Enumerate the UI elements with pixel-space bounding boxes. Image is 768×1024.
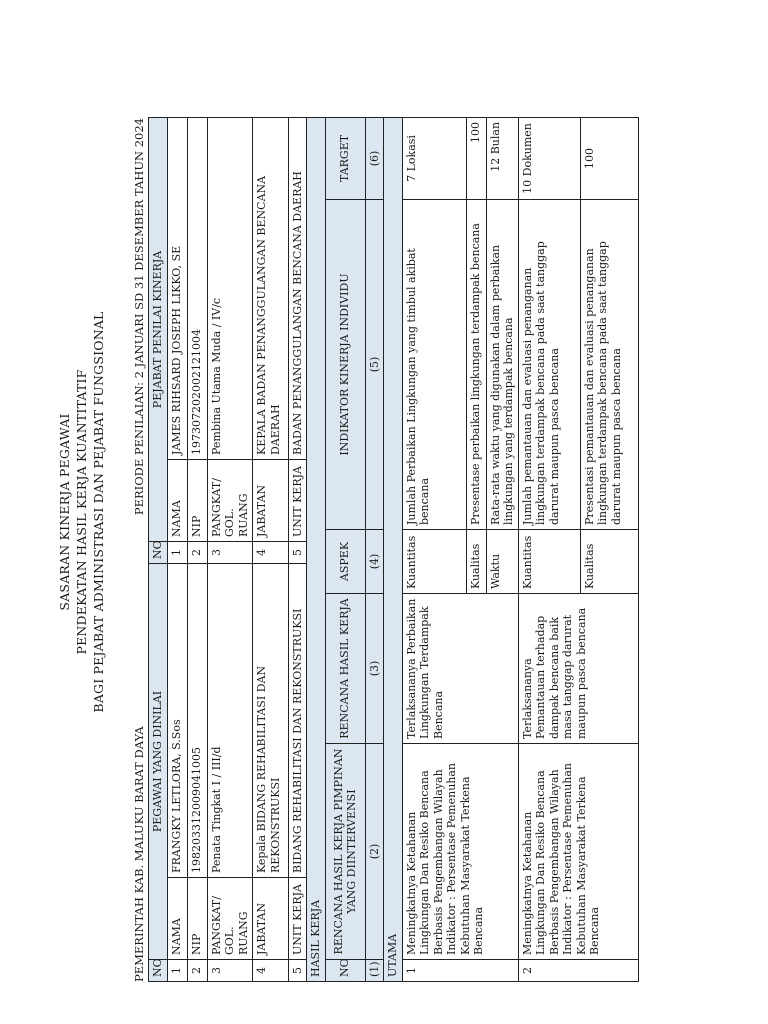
indikator-cell: Jumlah pemantauan dan evaluasi penanganan lingkungan terdampak bencana pada saat tanggap darurat maupun pasca bencana [518, 200, 580, 530]
field-value: JAMES RIHSARD JOSEPH LIKKO, SE [167, 117, 187, 459]
header-target: TARGET [325, 117, 365, 199]
work-results-table [306, 117, 639, 982]
header-no: NO [325, 960, 365, 982]
info-row [167, 117, 187, 981]
aspek-cell: Kualitas [466, 530, 486, 594]
field-label: JABATAN [253, 878, 289, 960]
rhk-pimpinan-cell: Meningkatnya Ketahanan Lingkungan Dan Resiko Bencana Berbasis Pengembangan Wilayah Indikator : Persentase Pemenuhan Kebutuhan Masyarakat Terkena Bencana [518, 744, 638, 960]
header-pejabat-penilai: PEJABAT PENILAI KINERJA [149, 117, 168, 541]
column-number: (4) [365, 530, 384, 594]
target-cell: 12 Bulan [486, 117, 518, 199]
row-number: 3 [207, 542, 253, 564]
field-label: NIP [187, 878, 207, 960]
title-line: SASARAN KINERJA PEGAWAI [57, 413, 72, 611]
field-label: NAMA [167, 878, 187, 960]
target-cell: 10 Dokumen [518, 117, 580, 199]
section-label-hasil-kerja: HASIL KERJA [307, 117, 326, 981]
title-line: PENDEKATAN HASIL KERJA KUANTITATIF [74, 369, 89, 655]
column-number: (5) [365, 200, 384, 530]
field-label: PANGKAT/ GOL. RUANG [207, 460, 253, 542]
target-cell: 100 [580, 117, 638, 199]
field-label: PANGKAT/ GOL. RUANG [207, 878, 253, 960]
rhk-cell: Terlaksananya Perbaikan Lingkungan Terdampak Bencana [402, 594, 518, 744]
column-number: (1) [365, 960, 384, 982]
row-number: 1 [167, 542, 187, 564]
aspek-cell: Kualitas [580, 530, 638, 594]
info-row [207, 117, 253, 981]
field-value: FRANGKY LETLORA, S.Sos [167, 564, 187, 878]
field-value: KEPALA BADAN PENANGGULANGAN BENCANA DAERAH [253, 117, 289, 459]
indikator-cell: Presentase perbaikan lingkungan terdampak bencana [466, 200, 486, 530]
row-number: 5 [289, 960, 309, 982]
header-no: NO [149, 960, 168, 982]
document-title [56, 0, 107, 1024]
indikator-cell: Jumlah Perbaikan Lingkungan yang timbul akibat bencana [402, 200, 466, 530]
row-number: 4 [253, 542, 289, 564]
row-number: 5 [289, 542, 309, 564]
info-row [187, 117, 207, 981]
column-number: (6) [365, 117, 384, 199]
row-number: 1 [167, 960, 187, 982]
rhk-cell: Terlaksananya Pemantauan terhadap dampak bencana baik masa tanggap darurat maupun pasca bencana [518, 594, 638, 744]
periode-label: PERIODE PENILAIAN: 2 JANUARI SD 31 DESEMBER TAHUN 2024 [132, 118, 146, 516]
field-label: JABATAN [253, 460, 289, 542]
info-table-header [149, 117, 168, 981]
field-value: 197307202002121004 [187, 117, 207, 459]
field-value: 198203312009041005 [187, 564, 207, 878]
indikator-cell: Presentasi pemantauan dan evaluasi penanganan lingkungan terdampak bencana pada saat tanggap darurat maupun pasca bencana [580, 200, 638, 530]
field-value: Pembina Utama Muda / IV/c [207, 117, 253, 459]
row-number: 3 [207, 960, 253, 982]
field-value: BIDANG REHABILITASI DAN REKONSTRUKSI [289, 564, 309, 878]
employee-info-table [148, 117, 309, 982]
info-row [253, 117, 289, 981]
row-number: 2 [187, 542, 207, 564]
field-label: NIP [187, 460, 207, 542]
row-number: 4 [253, 960, 289, 982]
aspek-cell: Waktu [486, 530, 518, 594]
header-aspek: ASPEK [325, 530, 365, 594]
field-label: UNIT KERJA [289, 460, 309, 542]
header-no: NO [149, 542, 168, 564]
column-number: (2) [365, 744, 384, 960]
header-rhk-pimpinan: RENCANA HASIL KERJA PIMPINAN YANG DIINTERVENSI [325, 744, 365, 960]
group-band-row [384, 117, 403, 981]
field-label: NAMA [167, 460, 187, 542]
aspek-cell: Kuantitas [518, 530, 580, 594]
instansi-label: PEMERINTAH KAB. MALUKU BARAT DAYA [132, 726, 146, 982]
table-row [402, 117, 466, 981]
column-number-row [365, 117, 384, 981]
main-table-header [325, 117, 365, 981]
rhk-pimpinan-cell: Meningkatnya Ketahanan Lingkungan Dan Resiko Bencana Berbasis Pengembangan Wilayah Indikator : Persentase Pemenuhan Kebutuhan Masyarakat Terkena Bencana [402, 744, 518, 960]
field-value: BADAN PENANGGULANGAN BENCANA DAERAH [289, 117, 309, 459]
row-number: 2 [187, 960, 207, 982]
field-value: Kepala BIDANG REHABILITASI DAN REKONSTRUKSI [253, 564, 289, 878]
indikator-cell: Rata-rata waktu yang digunakan dalam perbaikan lingkungan yang terdampak bencana [486, 200, 518, 530]
table-row [518, 117, 580, 981]
group-label-utama: UTAMA [384, 117, 403, 981]
section-band-row [307, 117, 326, 981]
column-number: (3) [365, 594, 384, 744]
field-value: Penata Tingkat I / III/d [207, 564, 253, 878]
header-indikator-kinerja: INDIKATOR KINERJA INDIVIDU [325, 200, 365, 530]
target-cell: 7 Lokasi [402, 117, 466, 199]
field-label: UNIT KERJA [289, 878, 309, 960]
item-number: 1 [402, 960, 518, 982]
header-pegawai-dinilai: PEGAWAI YANG DINILAI [149, 564, 168, 960]
item-number: 2 [518, 960, 638, 982]
title-line: BAGI PEJABAT ADMINISTRASI DAN PEJABAT FUNGSIONAL [91, 311, 106, 713]
aspek-cell: Kuantitas [402, 530, 466, 594]
header-rencana-hasil-kerja: RENCANA HASIL KERJA [325, 594, 365, 744]
target-cell: 100 [466, 117, 486, 199]
